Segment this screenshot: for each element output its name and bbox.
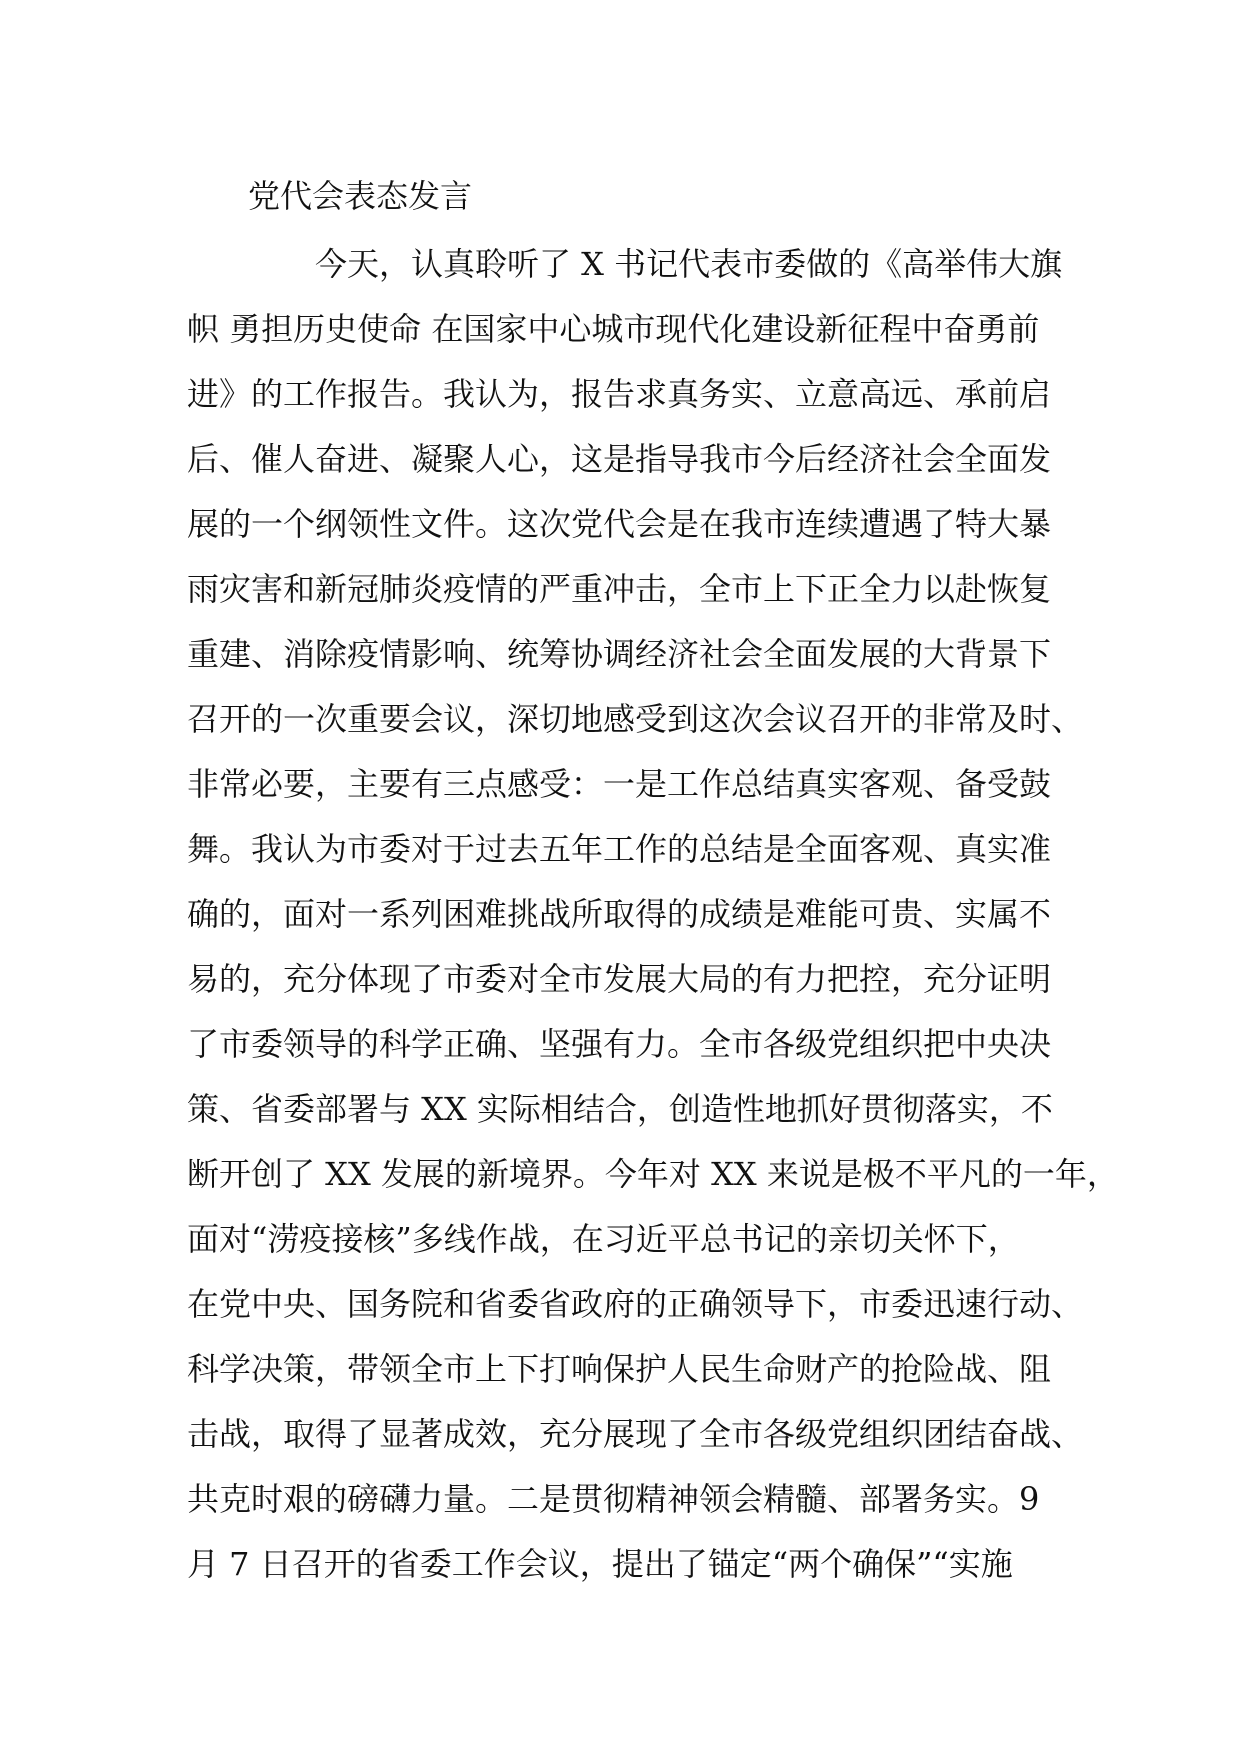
document-body: [187, 232, 1119, 1597]
paragraph-line: 击战，取得了显著成效，充分展现了全市各级党组织团结奋战、: [187, 1415, 1084, 1453]
paragraph-line: 召开的一次重要会议，深切地感受到这次会议召开的非常及时、: [187, 700, 1084, 738]
paragraph-line: 在党中央、国务院和省委省政府的正确领导下，市委迅速行动、: [187, 1285, 1084, 1323]
paragraph-line: 今天，认真聆听了 X 书记代表市委做的《高举伟大旗: [315, 245, 1063, 283]
paragraph-line: 舞。我认为市委对于过去五年工作的总结是全面客观、真实准: [187, 830, 1052, 868]
paragraph-line: 易的，充分体现了市委对全市发展大局的有力把控，充分证明: [187, 960, 1052, 998]
paragraph-line: 进》的工作报告。我认为，报告求真务实、立意高远、承前启: [187, 375, 1052, 413]
paragraph-line: 策、省委部署与 XX 实际相结合，创造性地抓好贯彻落实，不: [187, 1090, 1053, 1128]
paragraph-line: 断开创了 XX 发展的新境界。今年对 XX 来说是极不平凡的一年，: [187, 1155, 1119, 1193]
paragraph-line: 非常必要，主要有三点感受：一是工作总结真实客观、备受鼓: [187, 765, 1052, 803]
paragraph-line: 了市委领导的科学正确、坚强有力。全市各级党组织把中央决: [187, 1025, 1052, 1063]
paragraph-line: 雨灾害和新冠肺炎疫情的严重冲击，全市上下正全力以赴恢复: [187, 570, 1052, 608]
paragraph-line: 后、催人奋进、凝聚人心，这是指导我市今后经济社会全面发: [187, 440, 1052, 478]
paragraph-line: 科学决策，带领全市上下打响保护人民生命财产的抢险战、阻: [187, 1350, 1052, 1388]
paragraph-line: 展的一个纲领性文件。这次党代会是在我市连续遭遇了特大暴: [187, 505, 1052, 543]
paragraph-line: 帜 勇担历史使命 在国家中心城市现代化建设新征程中奋勇前: [187, 310, 1040, 348]
document-title: 党代会表态发言: [248, 177, 473, 215]
paragraph-line: 确的，面对一系列困难挑战所取得的成绩是难能可贵、实属不: [187, 895, 1052, 933]
paragraph-line: 重建、消除疫情影响、统筹协调经济社会全面发展的大背景下: [187, 635, 1052, 673]
paragraph-line: 面对“涝疫接核”多线作战，在习近平总书记的亲切关怀下，: [187, 1220, 1020, 1258]
paragraph-line: 月 7 日召开的省委工作会议，提出了锚定“两个确保”“实施: [187, 1545, 1013, 1583]
paragraph-line: 共克时艰的磅礴力量。二是贯彻精神领会精髓、部署务实。9: [187, 1480, 1040, 1518]
